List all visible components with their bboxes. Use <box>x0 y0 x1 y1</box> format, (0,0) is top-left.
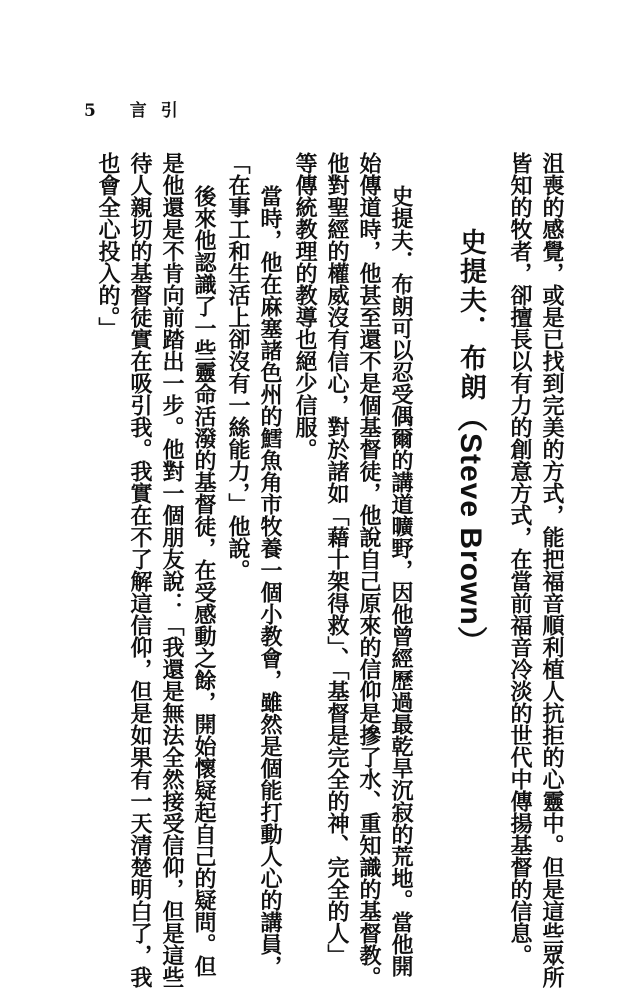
paragraph-line: 沮喪的感覺，或是已找到完美的方式，能把福音順利植人抗拒的心靈中。但是這些眾所 <box>539 152 564 988</box>
paragraph-line: 始傳道時，他甚至還不是個基督徒，他說自己原來的信仰是摻了水、重知識的基督教。 <box>356 152 381 988</box>
paragraph-line: 後來他認識了一些靈命活潑的基督徒，在受感動之餘，開始懷疑起自己的疑問。但 <box>191 185 216 977</box>
paragraph-line: 當時，他在麻塞諸色州的鱈魚角市牧養一個小教會，雖然是個能打動人心的講員， <box>257 185 282 977</box>
paragraph-line: 史提夫．布朗可以忍受偶爾的講道曠野，因他曾經歷過最乾旱沉寂的荒地。當他開 <box>388 185 413 977</box>
section-heading-chinese: 史提夫．布朗 <box>455 228 486 402</box>
running-head: 5 言引 <box>84 101 192 121</box>
paragraph-line: 他對聖經的權威沒有信心，對於諸如「藉十架得救」、「基督是完全的神、完全的人」 <box>324 152 349 966</box>
paragraph-line: 待人親切的基督徒實在吸引我。我實在不了解這信仰，但是如果有一天清楚明白了，我 <box>127 152 152 988</box>
paragraph-line: 也會全心投入的。」 <box>95 152 120 339</box>
section-heading-english: （Steve Brown） <box>454 402 487 657</box>
paragraph-line: 是他還是不肯向前踏出一步。他對一個朋友說：「我還是無法全然接受信仰，但是這些 <box>159 152 184 988</box>
paragraph-line: 皆知的牧者，卻擅長以有力的創意方式，在當前福音冷淡的世代中傳揚基督的信息。 <box>507 152 532 966</box>
paragraph-line: 等傳統教理的教導也絕少信服。 <box>292 152 317 460</box>
paragraph-line: 「在事工和生活上卻沒有一絲能力，」他說。 <box>225 152 250 581</box>
section-heading <box>452 228 488 657</box>
